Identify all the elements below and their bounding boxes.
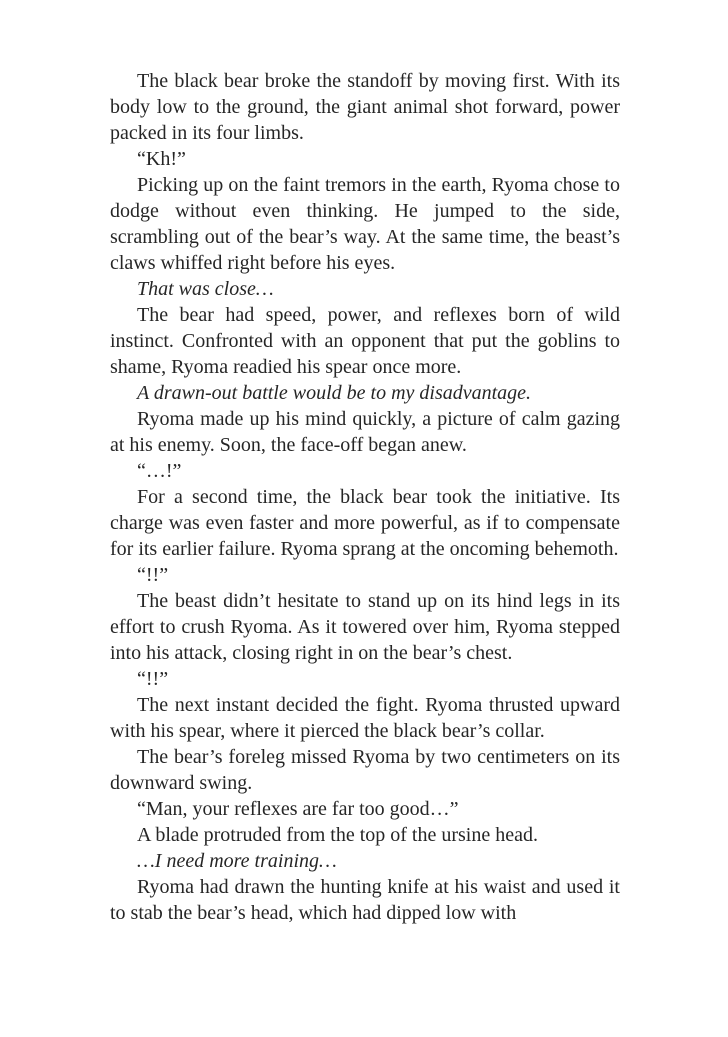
paragraph-13: The next instant decided the fight. Ryoma thrusted upward with his spear, where it pierced the black bear’s collar. [110, 694, 620, 742]
paragraph-18: Ryoma had drawn the hunting knife at his waist and used it to stab the bear’s head, which had dipped low with [110, 876, 620, 924]
paragraph-3: Picking up on the faint tremors in the earth, Ryoma chose to dodge without even thinking. He jumped to the side, scrambling out of the bear’s way. At the same time, the beast’s claws whiffed right before his eyes. [110, 174, 620, 274]
paragraph-6: A drawn-out battle would be to my disadvantage. [137, 382, 532, 404]
paragraph-2: “Kh!” [137, 148, 186, 170]
paragraph-5: The bear had speed, power, and reflexes born of wild instinct. Confronted with an opponent that put the goblins to shame, Ryoma readied his spear once more. [110, 304, 620, 378]
paragraph-10: “!!” [137, 564, 169, 586]
paragraph-1: The black bear broke the standoff by moving first. With its body low to the ground, the giant animal shot forward, power packed in its four limbs. [110, 70, 620, 144]
paragraph-9: For a second time, the black bear took the initiative. Its charge was even faster and more powerful, as if to compensate for its earlier failure. Ryoma sprang at the oncoming behemoth. [110, 486, 620, 560]
paragraph-7: Ryoma made up his mind quickly, a picture of calm gazing at his enemy. Soon, the face-off began anew. [110, 408, 620, 456]
paragraph-12: “!!” [137, 668, 169, 690]
page-text [110, 68, 620, 926]
paragraph-14: The bear’s foreleg missed Ryoma by two centimeters on its downward swing. [110, 746, 620, 794]
paragraph-17: …I need more training… [137, 850, 337, 872]
paragraph-15: “Man, your reflexes are far too good…” [137, 798, 459, 820]
paragraph-11: The beast didn’t hesitate to stand up on its hind legs in its effort to crush Ryoma. As it towered over him, Ryoma stepped into his attack, closing right in on the bear’s chest. [110, 590, 620, 664]
paragraph-16: A blade protruded from the top of the ursine head. [137, 824, 538, 846]
paragraph-4: That was close… [137, 278, 274, 300]
paragraph-8: “…!” [137, 460, 182, 482]
